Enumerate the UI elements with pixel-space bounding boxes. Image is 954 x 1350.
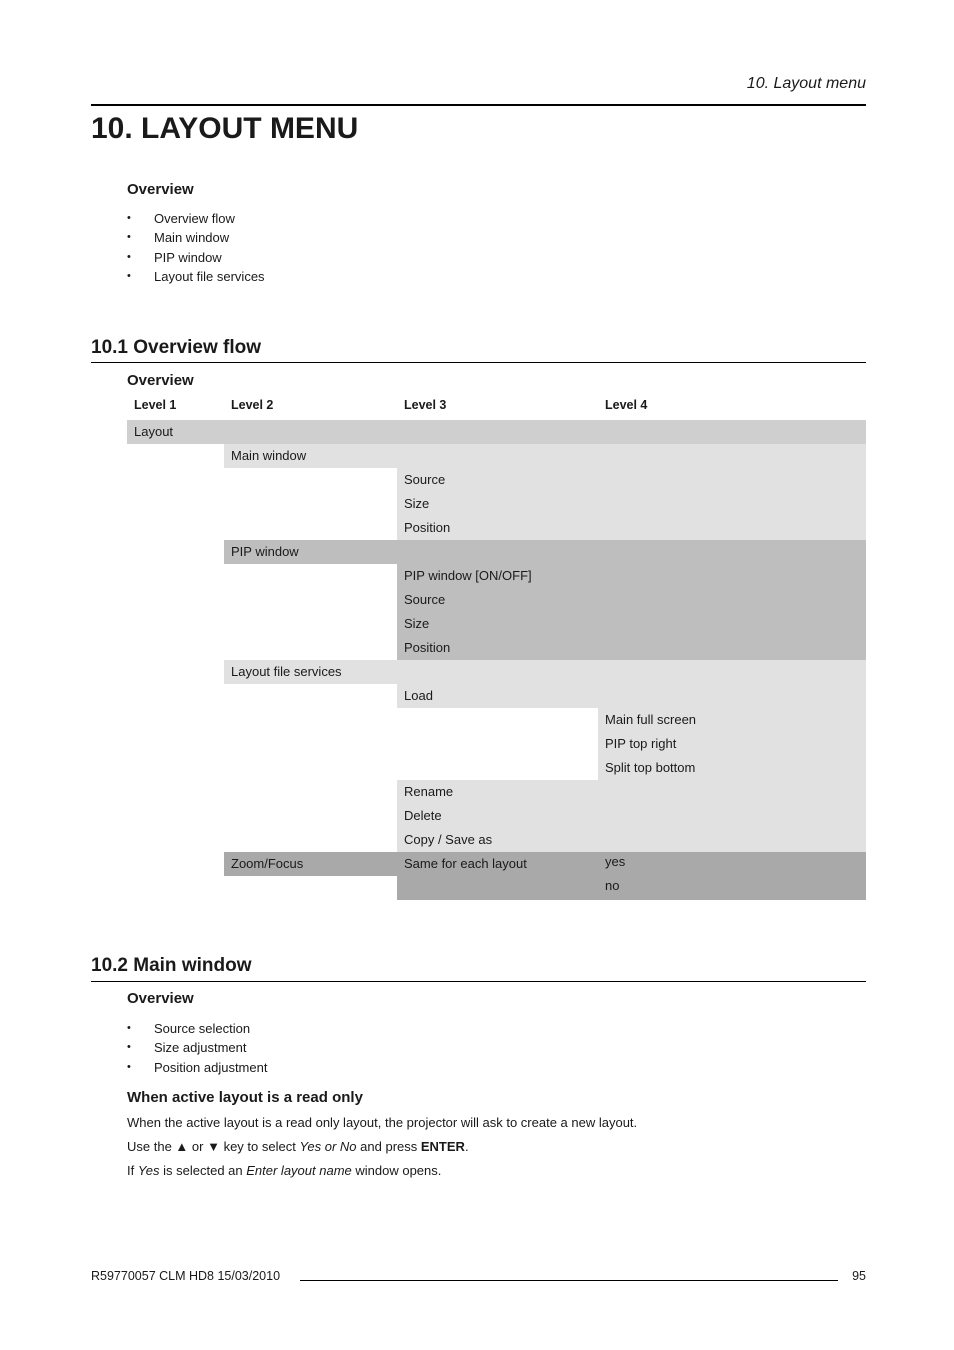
paragraph-enter-layout-name: If Yes is selected an Enter layout name window opens. [127, 1163, 442, 1178]
table-cell-level-4: no [605, 878, 620, 893]
column-header-level-4: Level 4 [605, 398, 648, 412]
intro-heading: Overview [127, 181, 194, 198]
section-1-title: 10.1 Overview flow [91, 337, 262, 358]
list-item: • Size adjustment [127, 1038, 267, 1057]
table-cell-level-2: PIP window [231, 544, 299, 559]
band-load [397, 684, 866, 708]
running-header: 10. Layout menu [746, 75, 866, 92]
page-number: 95 [852, 1269, 866, 1283]
table-cell-level-4: PIP top right [605, 736, 677, 751]
section-1-heading: Overview [127, 372, 194, 389]
list-item: • Layout file services [127, 267, 265, 286]
section-2-rule [91, 981, 866, 982]
paragraph-read-only: When the active layout is a read only layout, the projector will ask to create a new layout. [127, 1115, 638, 1130]
table-cell-level-2: Main window [231, 448, 307, 463]
column-header-level-2: Level 2 [231, 398, 274, 412]
header-rule [91, 104, 866, 106]
table-cell-level-4: Main full screen [605, 712, 697, 727]
table-cell-level-3: PIP window [ON/OFF] [404, 568, 532, 583]
footer-rule [300, 1280, 838, 1281]
section-1-rule [91, 362, 866, 363]
table-cell-level-3: Source [404, 592, 446, 607]
band-pip-window [224, 540, 866, 564]
table-cell-level-3: Position [404, 520, 451, 535]
band-zoom-focus-children [397, 876, 866, 900]
table-cell-level-1: Layout [134, 424, 174, 439]
table-cell-level-2: Layout file services [231, 664, 342, 679]
list-item: • Position adjustment [127, 1058, 267, 1077]
down-arrow-icon: ▼ [207, 1139, 220, 1154]
table-cell-level-3: Delete [404, 808, 442, 823]
read-only-subheading: When active layout is a read only [127, 1089, 363, 1106]
chapter-title: 10. LAYOUT MENU [91, 112, 359, 145]
band-layout [127, 420, 866, 444]
table-cell-level-3: Same for each layout [404, 856, 527, 871]
table-cell-level-3: Copy / Save as [404, 832, 493, 847]
list-item: • PIP window [127, 248, 265, 267]
paragraph-select-key: Use the ▲ or ▼ key to select Yes or No and press ENTER. [127, 1139, 469, 1154]
column-header-level-1: Level 1 [134, 398, 177, 412]
section-2-heading: Overview [127, 990, 194, 1007]
table-cell-level-3: Size [404, 496, 430, 511]
intro-list [127, 209, 265, 286]
section-2-list [127, 1019, 267, 1077]
table-cell-level-2: Zoom/Focus [231, 856, 304, 871]
band-zoom-focus [224, 852, 866, 876]
list-item: • Source selection [127, 1019, 267, 1038]
table-cell-level-3: Source [404, 472, 446, 487]
band-main-window-children [397, 468, 866, 540]
up-arrow-icon: ▲ [175, 1139, 189, 1154]
table-cell-level-4: yes [605, 854, 626, 869]
footer-doc-ref: R59770057 CLM HD8 15/03/2010 [91, 1269, 281, 1283]
column-header-level-3: Level 3 [404, 398, 447, 412]
table-cell-level-3: Rename [404, 784, 454, 799]
table-cell-level-3: Position [404, 640, 451, 655]
section-2-title: 10.2 Main window [91, 955, 252, 976]
list-item: • Overview flow [127, 209, 265, 228]
table-cell-level-3: Size [404, 616, 430, 631]
table-cell-level-4: Split top bottom [605, 760, 696, 775]
band-main-window [224, 444, 866, 468]
list-item: • Main window [127, 228, 265, 247]
table-cell-level-3: Load [404, 688, 433, 703]
